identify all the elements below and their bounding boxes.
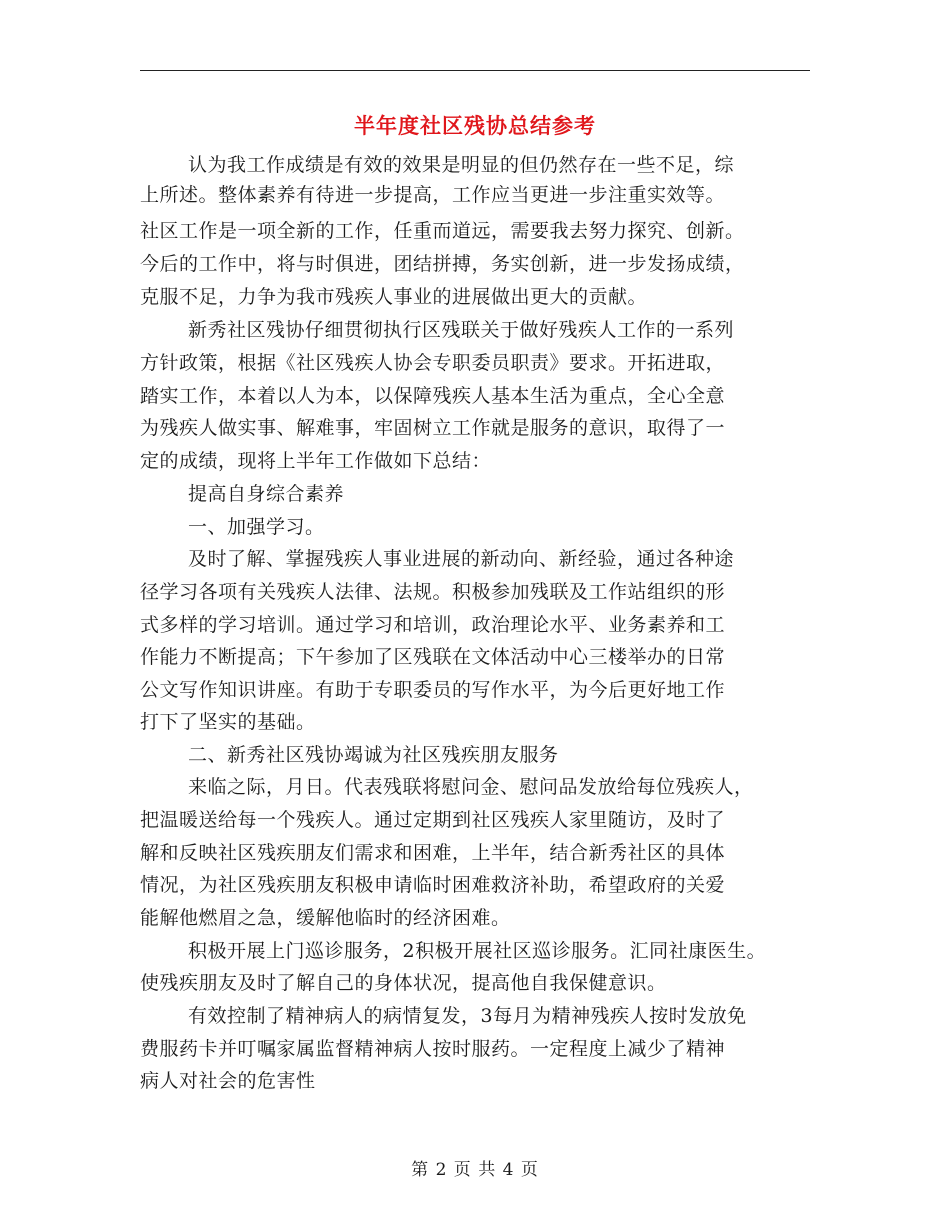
body-line: 情况，为社区残疾朋友积极申请临时困难救济补助，希望政府的关爱: [140, 874, 726, 896]
body-line: 今后的工作中，将与时俱进，团结拼搏，务实创新，进一步发扬成绩，: [140, 253, 745, 275]
body-line: 径学习各项有关残疾人法律、法规。积极参加残联及工作站组织的形: [140, 581, 726, 603]
section-heading: 一、加强学习。: [188, 516, 325, 538]
document-title: 半年度社区残协总结参考: [354, 113, 596, 138]
body-line: 来临之际，月日。代表残联将慰问金、慰问品发放给每位残疾人，: [188, 776, 754, 798]
body-line: 把温暖送给每一个残疾人。通过定期到社区残疾人家里随访，及时了: [140, 809, 726, 831]
body-line: 使残疾朋友及时了解自己的身体状况，提高他自我保健意识。: [140, 972, 667, 994]
body-line: 方针政策，根据《社区残疾人协会专职委员职责》要求。开拓进取，: [140, 352, 726, 374]
body-line: 有效控制了精神病人的病情复发，3每月为精神残疾人按时发放免: [188, 1005, 747, 1027]
section-heading: 二、新秀社区残协竭诚为社区残疾朋友服务: [188, 744, 559, 766]
body-line: 上所述。整体素养有待进一步提高，工作应当更进一步注重实效等。: [140, 184, 726, 206]
body-line: 新秀社区残协仔细贯彻执行区残联关于做好残疾人工作的一系列: [188, 319, 735, 341]
body-line: 公文写作知识讲座。有助于专职委员的写作水平，为今后更好地工作: [140, 679, 726, 701]
body-line: 作能力不断提高；下午参加了区残联在文体活动中心三楼举办的日常: [140, 646, 726, 668]
body-line: 能解他燃眉之急，缓解他临时的经济困难。: [140, 907, 511, 929]
body-line: 解和反映社区残疾朋友们需求和困难，上半年，结合新秀社区的具体: [140, 842, 726, 864]
page-number: 第 2 页 共 4 页: [411, 1160, 539, 1180]
body-line: 病人对社会的危害性: [140, 1070, 316, 1092]
body-line: 踏实工作，本着以人为本，以保障残疾人基本生活为重点，全心全意: [140, 385, 726, 407]
body-line: 及时了解、掌握残疾人事业进展的新动向、新经验，通过各种途: [188, 548, 735, 570]
body-line: 为残疾人做实事、解难事，牢固树立工作就是服务的意识，取得了一: [140, 417, 726, 439]
body-line: 认为我工作成绩是有效的效果是明显的但仍然存在一些不足，综: [188, 154, 735, 176]
body-line: 积极开展上门巡诊服务，2积极开展社区巡诊服务。汇同社康医生。: [188, 940, 767, 962]
body-line: 费服药卡并叮嘱家属监督精神病人按时服药。一定程度上减少了精神: [140, 1038, 726, 1060]
body-line: 式多样的学习培训。通过学习和培训，政治理论水平、业务素养和工: [140, 614, 726, 636]
body-line: 社区工作是一项全新的工作，任重而道远，需要我去努力探究、创新。: [140, 220, 745, 242]
body-line: 打下了坚实的基础。: [140, 711, 316, 733]
body-line: 克服不足，力争为我市残疾人事业的进展做出更大的贡献。: [140, 286, 648, 308]
header-rule: [140, 70, 810, 71]
body-line: 定的成绩，现将上半年工作做如下总结：: [140, 450, 492, 472]
section-heading: 提高自身综合素养: [188, 483, 345, 505]
